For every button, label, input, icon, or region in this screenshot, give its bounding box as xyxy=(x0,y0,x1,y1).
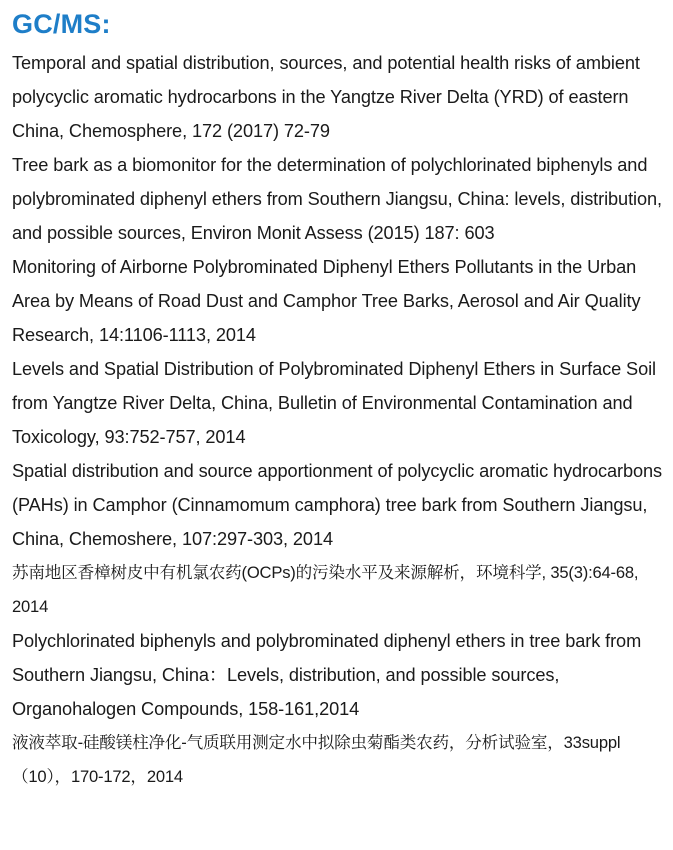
reference-item: Spatial distribution and source apportionment of polycyclic aromatic hydrocarbons (PAHs) in Camphor (Cinnamomum camphora) tree bark from Southern Jiangsu, China, Chemoshere, 107:297-303, 2014 xyxy=(12,461,663,549)
reference-item: Temporal and spatial distribution, sources, and potential health risks of ambient polycyclic aromatic hydrocarbons in the Yangtze River Delta (YRD) of eastern China, Chemosphere, 172 (2017) 72-79 xyxy=(12,53,640,141)
section-heading: GC/MS: xyxy=(12,9,111,39)
reference-item: 苏南地区香樟树皮中有机氯农药(OCPs)的污染水平及来源解析，环境科学, 35(3):64-68, 2014 xyxy=(12,563,639,616)
publication-list-page xyxy=(12,0,667,794)
reference-item: Tree bark as a biomonitor for the determination of polychlorinated biphenyls and polybrominated diphenyl ethers from Southern Jiangsu, China: levels, distribution, and possible sources, Environ Monit Assess (2015) 187: 603 xyxy=(12,155,662,243)
reference-item: 液液萃取-硅酸镁柱净化-气质联用测定水中拟除虫菊酯类农药，分析试验室，33suppl（10），170-172，2014 xyxy=(12,733,621,786)
reference-item: Polychlorinated biphenyls and polybrominated diphenyl ethers in tree bark from Southern Jiangsu, China：Levels, distribution, and possible sources, Organohalogen Compounds, 158-161,2014 xyxy=(12,631,642,719)
reference-item: Monitoring of Airborne Polybrominated Diphenyl Ethers Pollutants in the Urban Area by Means of Road Dust and Camphor Tree Barks, Aerosol and Air Quality Research, 14:1106-1113, 2014 xyxy=(12,257,641,345)
reference-list xyxy=(12,46,667,794)
reference-item: Levels and Spatial Distribution of Polybrominated Diphenyl Ethers in Surface Soil from Yangtze River Delta, China, Bulletin of Environmental Contamination and Toxicology, 93:752-757, 2014 xyxy=(12,359,656,447)
